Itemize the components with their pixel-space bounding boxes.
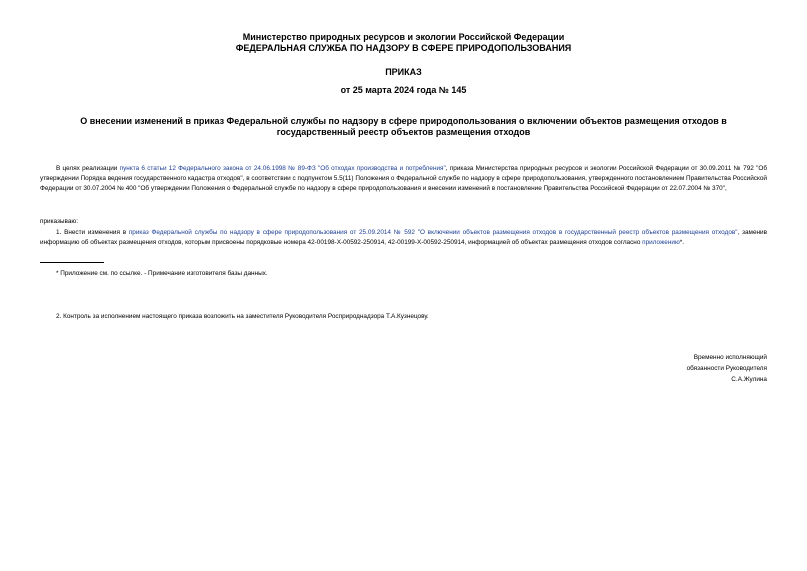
item-2-paragraph: 2. Контроль за исполнением настоящего приказа возложить на заместителя Руководителя Росприроднадзора Т.А.Кузнецову. [56,313,429,320]
appendix-link[interactable]: приложению [642,239,680,246]
item-1-text-3: *. [679,239,685,246]
preamble-text-1: В целях реализации [56,165,120,172]
service-name: ФЕДЕРАЛЬНАЯ СЛУЖБА ПО НАДЗОРУ В СФЕРЕ ПРИРОДОПОЛЬЗОВАНИЯ [235,43,572,53]
signatory-name: С.А.Жулина [731,376,767,383]
signature-line-2: обязанности Руководителя [686,365,767,372]
ministry-name: Министерство природных ресурсов и экологии Российской Федерации [242,32,565,42]
item-1-text-2: , заменив информацию об объектах размещения отходов, которым присвоены порядковые номера 42-00198-Х-00592-250914, 42-00199-Х-00592-250914, информацией об объектах размещения отходов согласно [40,229,767,246]
preamble-text-2: , приказа Министерства природных ресурсов и экологии Российской Федерации от 30.09.2011 № 792 "Об утверждении Порядка ведения государственного кадастра отходов", в соответствии с подпунктом 5.5(11) Положения о Федеральной службе по надзору в сфере природопользования, утвержденного постановлением Правительства Российской Федерации от 30.07.2004 № 400 "Об утверждении Положения о Федеральной службе по надзору в сфере природопользования и внесении изменений в постановление Правительства Российской Федерации от 22.07.2004 № 370", [40,165,767,192]
preamble-paragraph [40,164,767,194]
item-1-text-1: 1. Внести изменения в [56,229,129,236]
law-89fz-link[interactable]: пункта 6 статьи 12 Федерального закона от 24.06.1998 № 89-ФЗ "Об отходах производства и потребления" [119,165,446,172]
signature-line-1: Временно исполняющий [693,354,767,361]
doc-date-number: от 25 марта 2024 года № 145 [340,85,467,95]
order-word: приказываю: [40,218,78,225]
item-1-paragraph [40,228,767,248]
footnote: * Приложение см. по ссылке. - Примечание изготовителя базы данных. [56,270,268,277]
footnote-divider [40,262,104,263]
order-592-link[interactable]: приказ Федеральной службы по надзору в сфере природопользования от 25.09.2014 № 592 "О включении объектов размещения отходов в государственный реестр объектов размещения отходов" [128,229,738,236]
doc-title: О внесении изменений в приказ Федеральной службы по надзору в сфере природопользования о включении объектов размещения отходов в государственный реестр объектов размещения отходов [80,116,727,137]
doc-type: ПРИКАЗ [385,67,422,77]
signature-block [687,352,767,385]
